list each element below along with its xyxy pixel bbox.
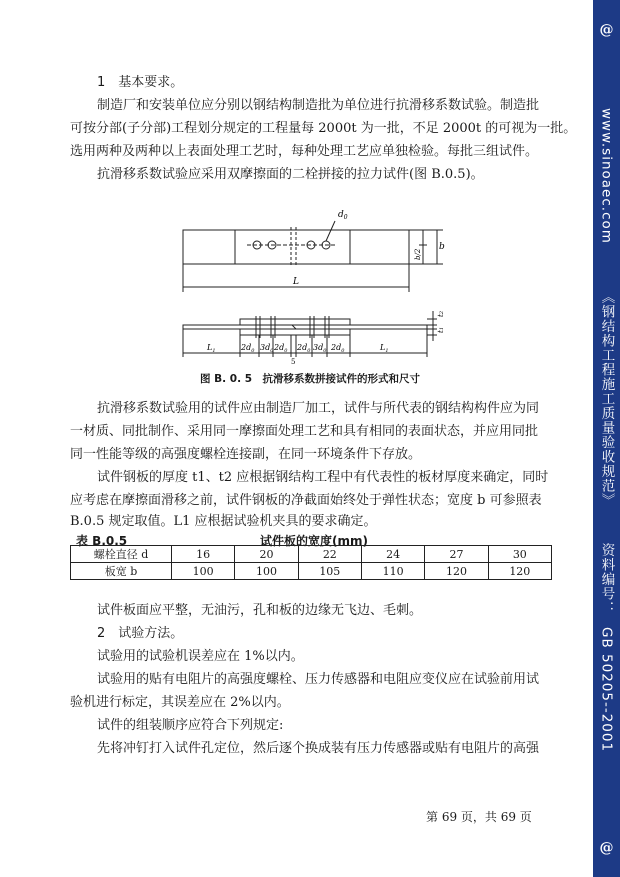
- label-d0: $d_0$: [338, 210, 348, 221]
- label-L: L: [293, 277, 299, 287]
- specimen-figure: [175, 197, 445, 367]
- label-b-half: b/2: [414, 248, 422, 260]
- paragraph-line: 试件的组装顺序应符合下列规定:: [97, 718, 284, 733]
- paragraph-line: 制造厂和安装单位应分别以钢结构制造批为单位进行抗滑移系数试验。制造批: [97, 98, 540, 113]
- table-cell: 24: [361, 546, 424, 563]
- table-cell: 16: [172, 546, 235, 563]
- label-2d0-left: $2d_0$: [241, 343, 255, 354]
- at-symbol-top: @: [599, 22, 614, 38]
- label-3d0-left: $3d_0$: [260, 343, 274, 354]
- label-t2: t2: [437, 310, 445, 317]
- paragraph-line: 验机进行标定，其误差应在 2%以内。: [70, 695, 290, 710]
- paragraph-line: 可按分部(子分部)工程划分规定的工程量每 2000t 为一批，不足 2000t 的可视为一批。: [70, 121, 577, 136]
- section-heading-1: 1 基本要求。: [97, 75, 184, 90]
- paragraph-line: 先将冲钉打入试件孔定位，然后逐个换成装有压力传感器或贴有电阻片的高强: [97, 741, 540, 756]
- table-cell: 27: [425, 546, 488, 563]
- table-cell: 22: [298, 546, 361, 563]
- label-2d0-mid-left: $2d_0$: [274, 343, 288, 354]
- sidebar-url: www.sinoaec.com: [598, 108, 615, 244]
- table-row: [71, 563, 552, 580]
- table-row: [71, 546, 552, 563]
- table-cell: 105: [298, 563, 361, 580]
- label-3d0-right: $3d_0$: [313, 343, 327, 354]
- paragraph-line: 抗滑移系数试验用的试件应由制造厂加工，试件与所代表的钢结构构件应为同: [97, 401, 540, 416]
- label-five: 5: [291, 358, 296, 366]
- table-cell: 100: [235, 563, 298, 580]
- label-L1-right: $L_1$: [380, 343, 389, 354]
- table-row-header: 板宽 b: [71, 563, 172, 580]
- paragraph-line: 同一性能等级的高强度螺栓连接副，在同一环境条件下存放。: [70, 447, 422, 462]
- paragraph-line: 应考虑在摩擦面滑移之前，试件钢板的净截面始终处于弹性状态；宽度 b 可参照表: [70, 493, 542, 508]
- paragraph-line: 试件钢板的厚度 t1、t2 应根据钢结构工程中有代表性的板材厚度来确定，同时: [97, 470, 549, 485]
- table-cell: 110: [361, 563, 424, 580]
- table-cell: 120: [425, 563, 488, 580]
- paragraph-line: 试件板面应平整，无油污，孔和板的边缘无飞边、毛刺。: [97, 603, 423, 618]
- label-t1: t1: [437, 326, 445, 333]
- at-symbol-bottom: @: [599, 840, 614, 856]
- label-2d0-right: $2d_0$: [331, 343, 345, 354]
- label-b: b: [439, 242, 445, 252]
- table-cell: 20: [235, 546, 298, 563]
- table-cell: 100: [172, 563, 235, 580]
- table-title: 试件板的宽度(mm): [260, 534, 368, 548]
- paragraph-line: 试验用的贴有电阻片的高强度螺栓、压力传感器和电阻应变仪应在试验前用试: [97, 672, 540, 687]
- paragraph-line: 试验用的试验机误差应在 1%以内。: [97, 649, 304, 664]
- paragraph-line: 选用两种及两种以上表面处理工艺时，每种处理工艺应单独检验。每批三组试件。: [70, 144, 539, 159]
- sidebar-book-title: 《钢结构工程施工质量验收规范》: [598, 290, 615, 508]
- table-cell: 120: [488, 563, 551, 580]
- paragraph-line: B.0.5 规定取值。L1 应根据试验机夹具的要求确定。: [70, 514, 377, 529]
- figure-caption: 图 B. 0. 5 抗滑移系数拼接试件的形式和尺寸: [200, 373, 421, 385]
- table-row-header: 螺栓直径 d: [71, 546, 172, 563]
- paragraph-line: 一材质、同批制作、采用同一摩擦面处理工艺和具有相同的表面状态，并应用同批: [70, 424, 539, 439]
- page-number: 第 69 页，共 69 页: [426, 810, 532, 824]
- table-label: 表 B.0.5: [76, 534, 128, 548]
- table-cell: 30: [488, 546, 551, 563]
- section-heading-2: 2 试验方法。: [97, 626, 184, 641]
- width-table: [70, 545, 552, 580]
- sidebar-banner: [593, 0, 620, 877]
- label-L1-left: $L_1$: [207, 343, 216, 354]
- sidebar-doc-label: 资料编号：: [598, 543, 615, 616]
- paragraph-line: 抗滑移系数试验应采用双摩擦面的二栓拼接的拉力试件(图 B.0.5)。: [97, 167, 484, 182]
- label-2d0-mid-right: $2d_0$: [297, 343, 311, 354]
- sidebar-doc-code: GB 50205--2001: [598, 627, 615, 753]
